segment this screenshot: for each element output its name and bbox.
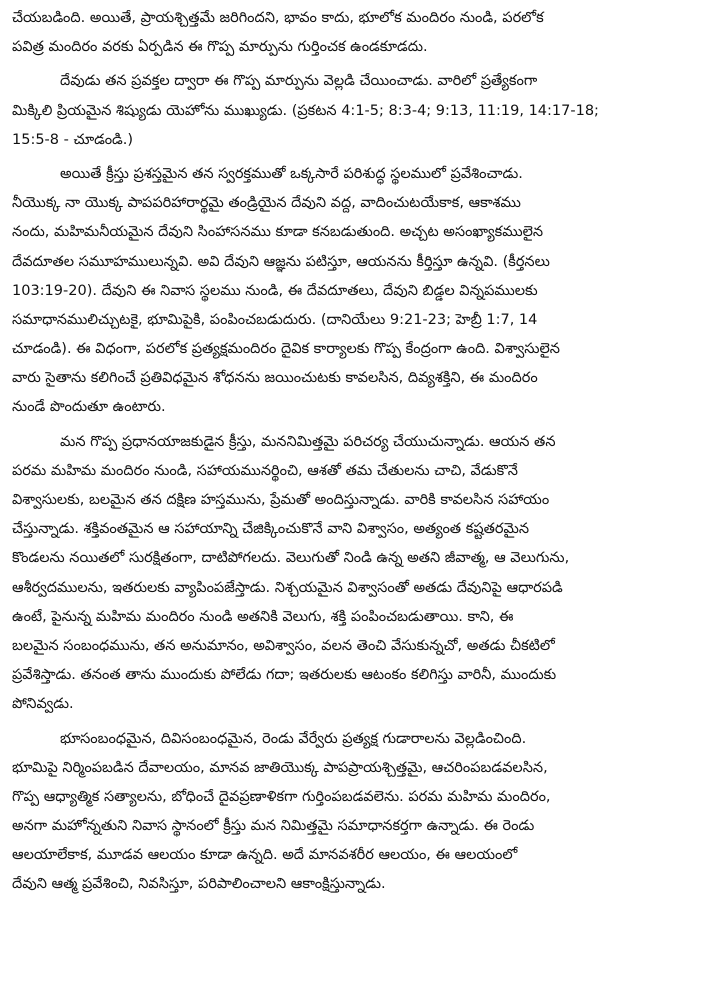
paragraph-5 bbox=[12, 725, 697, 900]
paragraph-1 bbox=[12, 4, 697, 62]
paragraph-3 bbox=[12, 160, 697, 423]
text-line: కొండలను నయితలో సురక్షితంగా, దాటిపోగలదు. వెలుగుతో నిండి ఉన్న అతని జీవాత్మ, ఆ వెలుగును, bbox=[12, 550, 570, 567]
text-line: పవిత్ర మందిరం వరకు ఏర్పడిన ఈ గొప్ప మార్పును గుర్తించక ఉండకూడదు. bbox=[12, 39, 428, 56]
text-line: ఆలయాలేకాక, మూడవ ఆలయం కూడా ఉన్నది. అదే మానవశరీర ఆలయం, ఈ ఆలయంలో bbox=[12, 847, 518, 864]
paragraph-4 bbox=[12, 428, 697, 720]
text-line: వారు సైతాను కలిగించే ప్రతివిధమైన శోధనను జయించుటకు కావలసిన, దివ్యశక్తిని, ఈ మందిరం bbox=[12, 370, 538, 387]
text-line: పరమ మహిమ మందిరం నుండి, సహాయమునర్థించి, ఆశతో తమ చేతులను చాచి, వేడుకొనే bbox=[12, 462, 518, 479]
text-line: అనగా మహోన్నతుని నివాస స్థానంలో క్రీస్తు మన నిమిత్తమై సమాధానకర్తగా ఉన్నాడు. ఈ రెండు bbox=[12, 818, 535, 835]
text-line: భూమిపై నిర్మింపబడిన దేవాలయం, మానవ జాతియొక్క పాపప్రాయశ్చిత్తమై, ఆచరింపబడవలసిన, bbox=[12, 759, 548, 776]
text-line: 103:19-20). దేవుని ఈ నివాస స్థలము నుండి, ఈ దేవదూతలు, దేవుని బిడ్డల విన్నపములకు bbox=[12, 282, 538, 299]
text-line: చేస్తున్నాడు. శక్తివంతమైన ఆ సహాయాన్ని చేజిక్కించుకొనే వాని విశ్వాసం, అత్యంత కష్టతరమైన bbox=[12, 521, 530, 538]
text-line: దేవుడు తన ప్రవక్తల ద్వారా ఈ గొప్ప మార్పును వెల్లడి చేయించాడు. వారిలో ప్రత్యేకంగా bbox=[60, 73, 538, 90]
text-line: బలమైన సంబంధమును, తన అనుమానం, అవిశ్వాసం, వలన తెంచి వేసుకున్నచో, అతడు చీకటిలో bbox=[12, 637, 555, 654]
text-line: మన గొప్ప ప్రధానయాజకుడైన క్రీస్తు, మననిమిత్తమై పరిచర్య చేయుచున్నాడు. ఆయన తన bbox=[60, 433, 556, 450]
text-line: 15:5-8 - చూడండి.) bbox=[12, 131, 134, 148]
text-line: చూడండి). ఈ విధంగా, పరలోక ప్రత్యక్షమందిరం దైవిక కార్యాలకు గొప్ప కేంద్రంగా ఉంది. విశ్వాసులైన bbox=[12, 341, 560, 358]
text-line: చేయబడింది. అయితే, ప్రాయశ్చిత్తమే జరిగిందని, భావం కాదు, భూలోక మందిరం నుండి, పరలోక bbox=[12, 10, 544, 26]
text-line: విశ్వాసులకు, బలమైన తన దక్షిణ హస్తమును, ప్రేమతో అందిస్తున్నాడు. వారికి కావలసిన సహాయం bbox=[12, 492, 550, 508]
text-line: నందు, మహిమనీయమైన దేవుని సింహాసనము కూడా కనబడుతుంది. అచ్చట అసంఖ్యాకములైన bbox=[12, 224, 544, 241]
paragraph-2 bbox=[12, 67, 697, 155]
text-line: అయితే క్రీస్తు ప్రశస్తమైన తన స్వరక్తముతో ఒక్కసారే పరిశుద్ధ స్థలములో ప్రవేశించాడు. bbox=[60, 165, 523, 182]
text-line: మిక్కిలి ప్రియమైన శిష్యుడు యెహోను ముఖ్యుడు. (ప్రకటన 4:1-5; 8:3-4; 9:13, 11:19, 14:17-18; bbox=[12, 102, 599, 119]
text-line: ఉంటే, పైనున్న మహిమ మందిరం నుండి అతనికి వెలుగు, శక్తి పంపించబడుతాయి. కాని, ఈ bbox=[12, 608, 514, 625]
text-line: ఆశీర్వదములను, ఇతరులకు వ్యాపింపజేస్తాడు. నిశ్చయమైన విశ్వాసంతో అతడు దేవునిపై ఆధారపడి bbox=[12, 579, 563, 596]
text-line: నుండే పొందుతూ ఉంటారు. bbox=[12, 399, 166, 416]
text-line: ప్రవేశిస్తాడు. తనంత తాను ముందుకు పోలేడు గదా; ఇతరులకు ఆటంకం కలిగిస్తు వారినీ, ముందుకు bbox=[12, 667, 557, 684]
text-line: నీయొక్క నా యొక్క పాపపరిహారార్థమై తండ్రియైన దేవుని వద్ద, వాదించుటయేకాక, ఆకాశము bbox=[12, 195, 521, 212]
text-line: భూసంబంధమైన, దివిసంబంధమైన, రెండు వేర్వేరు ప్రత్యక్ష గుడారాలను వెల్లడించింది. bbox=[60, 730, 527, 747]
text-line: దేవదూతల సమూహములున్నవి. అవి దేవుని ఆజ్ఞను పటిస్తూ, ఆయనను కీర్తిస్తూ ఉన్నవి. (కీర్తనలు bbox=[12, 253, 550, 270]
text-line: గొప్ప ఆధ్యాత్మిక సత్యాలను, బోధించే దైవప్రణాళికగా గుర్తింపబడవలెను. పరమ మహిమ మందిరం, bbox=[12, 788, 551, 805]
text-line: సమాధానములిచ్చుటకై, భూమిపైకి, పంపించబడుదురు. (దానియేలు 9:21-23; హెబ్రీ 1:7, 14 bbox=[12, 311, 538, 328]
document-page bbox=[12, 4, 697, 900]
text-line: పోనివ్వడు. bbox=[12, 696, 74, 713]
text-line: దేవుని ఆత్మ ప్రవేశించి, నివసిస్తూ, పరిపాలించాలని ఆకాంక్షిస్తున్నాడు. bbox=[12, 876, 386, 893]
